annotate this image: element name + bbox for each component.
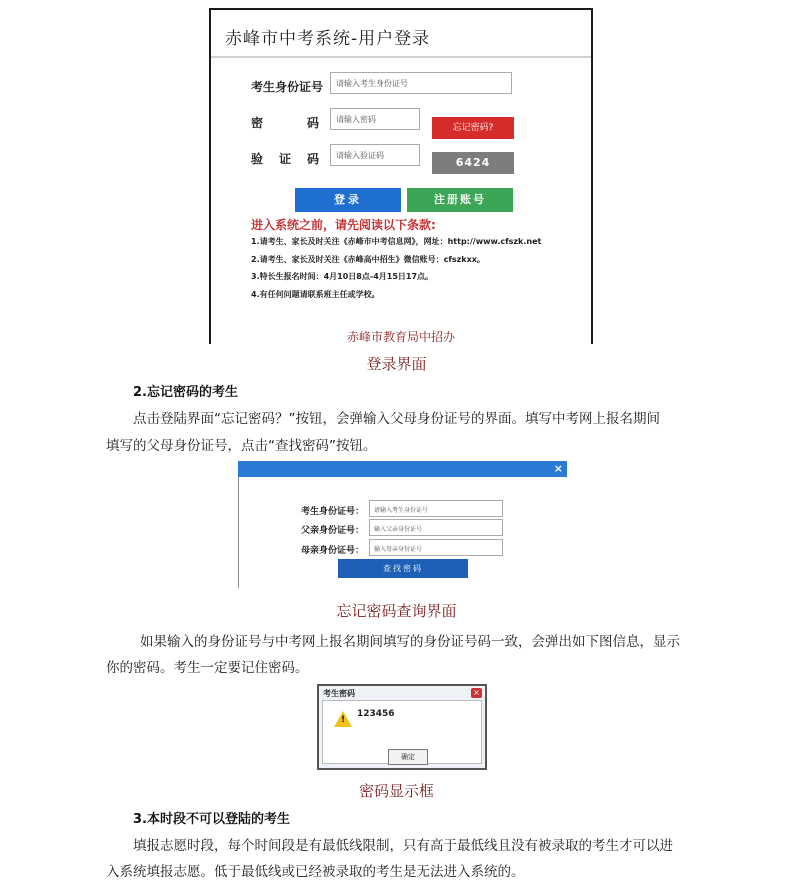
- title-divider: [211, 56, 591, 58]
- code-label-a: 验: [251, 152, 264, 166]
- register-button[interactable]: 注册账号: [407, 188, 513, 212]
- find-password-button[interactable]: 查找密码: [338, 559, 468, 578]
- forgot-password-button[interactable]: 忘记密码?: [432, 117, 514, 139]
- id-input[interactable]: 请输入考生身份证号: [330, 72, 512, 94]
- code-label-c: 码: [307, 152, 320, 166]
- login-button[interactable]: 登录: [295, 188, 401, 212]
- warning-mark: !: [341, 715, 346, 725]
- login-screenshot: [209, 8, 593, 344]
- caption-forgot: 忘记密码查询界面: [336, 602, 457, 620]
- student-id-label: 考生身份证号：: [301, 507, 365, 517]
- close-icon[interactable]: ×: [471, 688, 482, 698]
- section3-heading: 3.本时段不可以登陆的考生: [133, 812, 290, 827]
- caption-password: 密码显示框: [358, 782, 434, 800]
- captcha-image[interactable]: 6424: [432, 152, 514, 174]
- mother-id-input[interactable]: 输入母亲身份证号: [369, 539, 503, 556]
- caption-login: 登录界面: [366, 355, 427, 373]
- student-id-input[interactable]: 请输入考生身份证号: [369, 500, 503, 517]
- section2b-para-line1: 如果输入的身份证号与中考网上报名期间填写的身份证号码一致，会弹出如下图信息，显示: [140, 634, 680, 650]
- dialog-titlebar: [238, 461, 567, 477]
- section3-para-line1: 填报志愿时段，每个时间段是有最低线限制，只有高于最低线且没有被录取的考生才可以进: [133, 838, 673, 854]
- notice-item: 1.请考生、家长及时关注《赤峰市中考信息网》，网址：http://www.cfszk.net: [251, 237, 542, 246]
- pwd-label-b: 码: [307, 116, 320, 130]
- notice-item: 4.有任何问题请联系班主任或学校。: [251, 290, 380, 299]
- login-title: 赤峰市中考系统-用户登录: [225, 29, 431, 49]
- id-label: 考生身份证号: [251, 80, 324, 94]
- password-value: 123456: [357, 709, 395, 719]
- section2b-para-line2: 你的密码。考生一定要记住密码。: [106, 660, 309, 676]
- password-input[interactable]: 请输入密码: [330, 108, 420, 130]
- section2-para-line1: 点击登陆界面“忘记密码？”按钮，会弹输入父母身份证号的界面。填写中考网上报名期间: [133, 411, 660, 427]
- father-id-input[interactable]: 输入父亲身份证号: [369, 519, 503, 536]
- notice-title: 进入系统之前，请先阅读以下条款:: [251, 218, 436, 232]
- section3-para-line2: 入系统填报志愿。低于最低线或已经被录取的考生是无法进入系统的。: [106, 864, 525, 880]
- password-dialog: [317, 684, 487, 770]
- ok-button[interactable]: 确定: [388, 749, 428, 765]
- login-footer: 赤峰市教育局中招办: [346, 330, 455, 344]
- pwd-label-a: 密: [251, 116, 264, 130]
- notice-item: 3.特长生报名时间：4月10日8点-4月15日17点。: [251, 272, 434, 281]
- notice-item: 2.请考生、家长及时关注《赤峰高中招生》微信账号：cfszkxx。: [251, 255, 485, 264]
- section2-para-line2: 填写的父母身份证号，点击“查找密码”按钮。: [106, 438, 377, 454]
- father-id-label: 父亲身份证号：: [301, 526, 365, 536]
- section2-heading: 2.忘记密码的考生: [133, 385, 238, 400]
- mother-id-label: 母亲身份证号：: [301, 546, 365, 556]
- forgot-password-dialog: [238, 461, 567, 588]
- close-icon[interactable]: ×: [553, 462, 563, 475]
- password-dialog-title: 考生密码: [323, 689, 355, 698]
- captcha-input[interactable]: 请输入验证码: [330, 144, 420, 166]
- password-dialog-body: [322, 700, 482, 764]
- dialog-border: [238, 477, 239, 588]
- code-label-b: 证: [279, 152, 292, 166]
